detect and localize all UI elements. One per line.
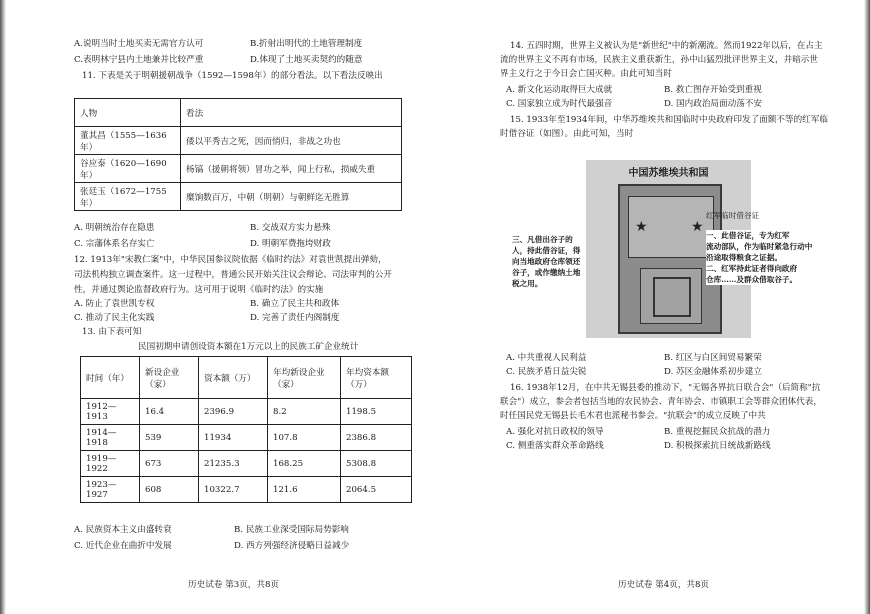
q11-option-d: D. 明朝军费拖垮财政	[250, 239, 331, 249]
q13-cell: 1912—1913	[81, 399, 140, 425]
q12-option-b: B. 确立了民主共和政体	[250, 299, 340, 309]
q15-option-b: B. 红区与白区间贸易繁荣	[664, 353, 762, 363]
q10-option-a: A.说明当时土地买卖无需官方认可	[74, 39, 204, 49]
q13-cell: 5308.8	[341, 451, 412, 477]
q15-option-d: D. 苏区金融体系初步建立	[664, 367, 762, 377]
q10-option-b: B.折射出明代的土地管理制度	[250, 39, 363, 49]
q15-stem-line-2: 时借谷证（如图）。由此可知，当时	[500, 129, 634, 139]
q11-th-person: 人物	[75, 99, 181, 127]
q10-option-c: C.表明林宁县内土地兼并比较严重	[74, 55, 204, 65]
q14-option-d: D. 国内政治局面动荡不安	[664, 99, 762, 109]
note-left-line: 谷子，或作缴纳土地	[512, 268, 581, 277]
note-left-line: 三、凡借出谷子的	[512, 235, 573, 244]
q13-cell: 1914—1918	[81, 425, 140, 451]
q13-cell: 2386.8	[341, 425, 412, 451]
q13-option-c: C. 近代企业在曲折中发展	[74, 541, 172, 551]
q12-stem-line-2: 司法机构独立调查案件。这一过程中，普通公民开始关注议会辩论、司法审判的公开	[74, 270, 392, 280]
q11-table	[74, 98, 402, 211]
note-right-line: 一、此借谷证，专为红军	[706, 231, 790, 240]
q14-stem-line-3: 界主义行之于今日会亡国灭种。由此可知当时	[500, 69, 672, 79]
scan-edge-right	[864, 0, 870, 614]
q13-stem: 13. 由下表可知	[82, 327, 142, 337]
note-left-line: 向当地政府仓库领还	[512, 257, 581, 266]
table-row	[81, 425, 412, 451]
q14-option-c: C. 国家独立成为时代最强音	[506, 99, 613, 109]
q13-th: 年均资本额（万）	[341, 357, 412, 399]
scan-edge-left	[0, 0, 6, 614]
q11-cell: 糜饷数百万，中朝（明朝）与朝鲜迄无胜算	[181, 183, 402, 211]
table-row	[75, 155, 402, 183]
q16-option-d: D. 积极探索抗日统战新路线	[664, 441, 771, 451]
q10-option-d: D.体现了土地买卖契约的随意	[250, 55, 363, 65]
q14-stem-line-2: 流的世界主义不再有市场，民族主义重获新生，孙中山猛烈批评世界主义，并暗示世	[500, 55, 818, 65]
star-icon: ★	[635, 219, 648, 235]
q12-stem-line-3: 性，并通过舆论监督政府行为。这可用于说明《临时约法》的实施	[74, 285, 324, 295]
q11-cell: 倭以平秀吉之死，因而悄归，非战之功也	[181, 127, 402, 155]
note-right	[706, 230, 812, 285]
table-row	[81, 477, 412, 503]
q13-cell: 1919—1922	[81, 451, 140, 477]
q15-option-a: A. 中共重视人民利益	[506, 353, 587, 363]
q13-cell: 16.4	[140, 399, 199, 425]
left-page	[60, 0, 440, 614]
q13-cell: 2064.5	[341, 477, 412, 503]
q13-cell: 107.8	[268, 425, 341, 451]
ticket-upper-panel	[628, 196, 714, 258]
right-page-footer: 历史试卷 第4页，共8页	[618, 580, 710, 590]
note-right-line: 二、红军持此证者得向政府	[706, 264, 798, 273]
q12-option-a: A. 防止了袁世凯专权	[74, 299, 155, 309]
q11-option-c: C. 宗藩体系名存实亡	[74, 239, 155, 249]
q15-stem-line-1: 15. 1933年至1934年间，中华苏维埃共和国临时中央政府印发了面额不等的红军临	[510, 115, 828, 125]
table-row	[81, 451, 412, 477]
q16-stem-line-2: 联会"）成立，参会者包括当地的农民协会、青年协会、市镇职工会等群众团体代表，	[500, 397, 822, 407]
left-page-footer: 历史试卷 第3页，共8页	[188, 580, 280, 590]
q13-cell: 1198.5	[341, 399, 412, 425]
table-row	[75, 127, 402, 155]
q14-stem-line-1: 14. 五四时期，世界主义被认为是"新世纪"中的新潮流。然而1922年以后，在占主	[510, 41, 823, 51]
q12-option-c: C. 推动了民主化实践	[74, 313, 155, 323]
q13-th: 年均新设企业（家）	[268, 357, 341, 399]
q16-stem-line-1: 16. 1938年12月，在中共无锡县委的推动下，"无锡各界抗日联合会"（后简称"抗	[510, 383, 821, 393]
q13-cell: 21235.3	[199, 451, 268, 477]
note-right-line: 沿途取得粮食之证据。	[706, 253, 782, 262]
q13-option-a: A. 民族资本主义由盛转衰	[74, 525, 172, 535]
figure-title: 中国苏维埃共和国	[628, 168, 709, 179]
q16-option-b: B. 重视挖掘民众抗战的潜力	[664, 427, 771, 437]
q11-th-view: 看法	[181, 99, 402, 127]
q11-cell: 谷应泰（1620—1690年）	[75, 155, 181, 183]
q12-stem-line-1: 12. 1913年"宋教仁案"中，中华民国参议院依据《临时约法》对袁世凯提出弹劾，	[74, 255, 387, 265]
q14-option-b: B. 救亡图存开始受到重视	[664, 85, 762, 95]
q13-table	[80, 356, 412, 503]
q13-th: 资本额（万）	[199, 357, 268, 399]
q13-table-caption: 民国初期申请创设资本额在1万元以上的民族工矿企业统计	[138, 342, 359, 352]
q13-cell: 8.2	[268, 399, 341, 425]
note-left	[512, 234, 580, 289]
q13-option-b: B. 民族工业深受国际局势影响	[234, 525, 349, 535]
q13-cell: 1923—1927	[81, 477, 140, 503]
q13-cell: 673	[140, 451, 199, 477]
q11-cell: 杨镐（援朝将领）冒功之举，闻上行私，损威失重	[181, 155, 402, 183]
note-left-line: 人，持此借谷证，得	[512, 246, 581, 255]
q13-cell: 11934	[199, 425, 268, 451]
q13-th: 时间（年）	[81, 357, 140, 399]
q13-cell: 168.25	[268, 451, 341, 477]
q13-cell: 608	[140, 477, 199, 503]
q13-cell: 2396.9	[199, 399, 268, 425]
q11-cell: 董其昌（1555—1636年）	[75, 127, 181, 155]
q11-table-header	[75, 99, 402, 127]
q13-th: 新设企业（家）	[140, 357, 199, 399]
q16-option-a: A. 强化对抗日政权的领导	[506, 427, 604, 437]
ticket-lower-panel	[640, 268, 702, 324]
q13-cell: 539	[140, 425, 199, 451]
q11-cell: 张廷玉（1672—1755年）	[75, 183, 181, 211]
q13-cell: 121.6	[268, 477, 341, 503]
q14-option-a: A. 新文化运动取得巨大成就	[506, 85, 613, 95]
q11-option-a: A. 明朝统治存在隐患	[74, 223, 155, 233]
q11-option-b: B. 交战双方实力悬殊	[250, 223, 331, 233]
q12-option-d: D. 完善了责任内阁制度	[250, 313, 340, 323]
star-icon: ★	[691, 219, 704, 235]
q16-option-c: C. 侧重落实群众革命路线	[506, 441, 604, 451]
table-row	[81, 399, 412, 425]
note-left-line: 税之用。	[512, 279, 543, 288]
q11-stem: 11. 下表是关于明朝援朝战争（1592—1598年）的部分看法。以下看法反映出	[82, 71, 383, 81]
seal-stamp	[653, 277, 691, 317]
note-right-title: 红军临时借谷证	[706, 211, 760, 220]
note-right-line: 仓库……及群众借取谷子。	[706, 275, 798, 284]
q16-stem-line-3: 时任国民党无锡县长毛木君也派秘书参会。"抗联会"的成立反映了中共	[500, 411, 766, 421]
q13-cell: 10322.7	[199, 477, 268, 503]
q15-option-c: C. 民族矛盾日益尖锐	[506, 367, 587, 377]
note-right-line: 流动部队，作为临时紧急行动中	[706, 242, 813, 251]
q13-option-d: D. 西方列强经济侵略日益减少	[234, 541, 350, 551]
q13-table-header	[81, 357, 412, 399]
table-row	[75, 183, 402, 211]
